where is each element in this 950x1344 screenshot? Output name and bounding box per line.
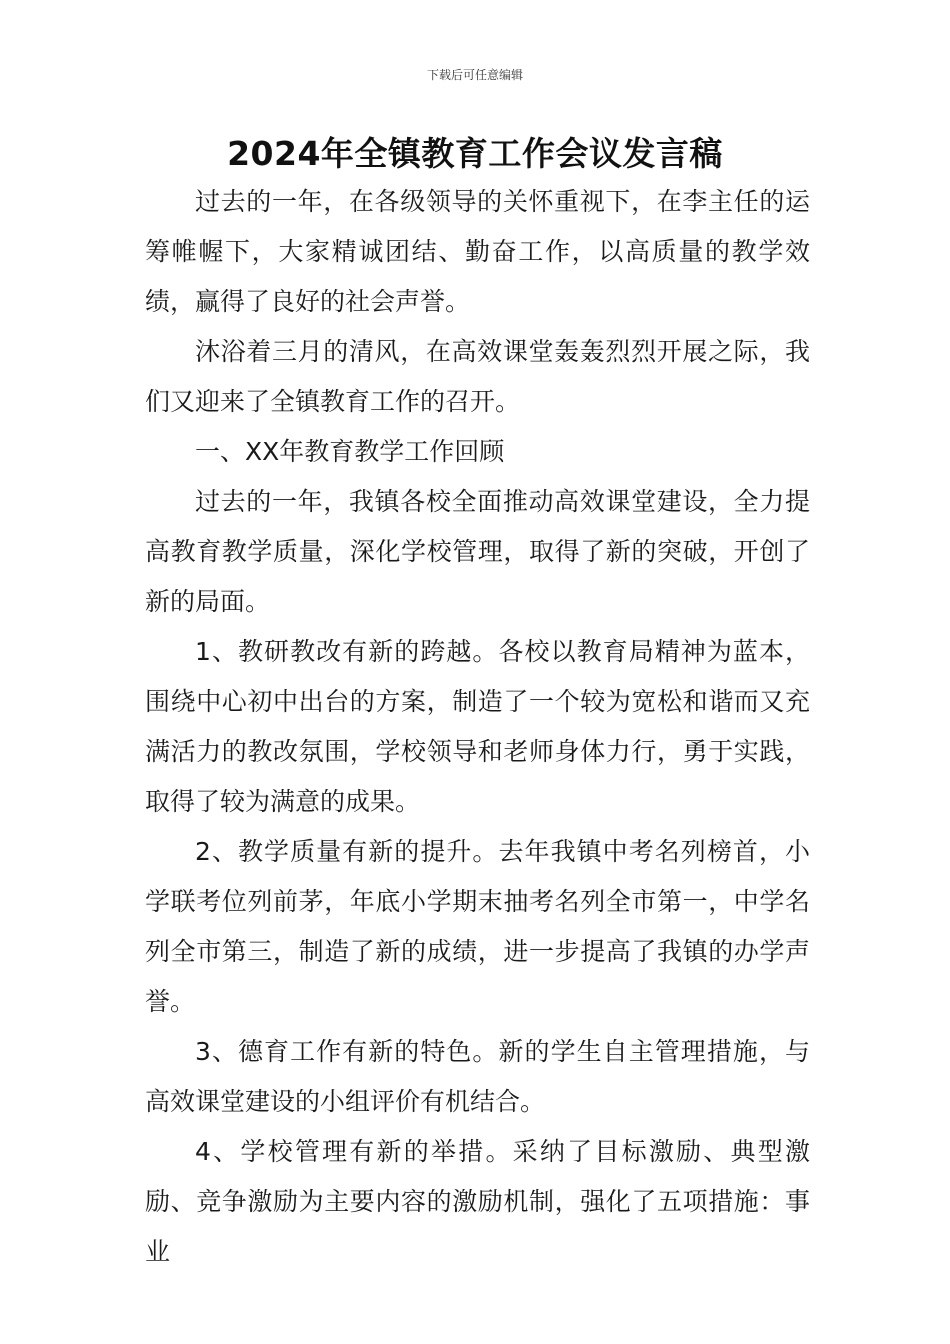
paragraph-item-2: 2、教学质量有新的提升。去年我镇中考名列榜首，小学联考位列前茅，年底小学期末抽考名列全市第一，中学名列全市第三，制造了新的成绩，进一步提高了我镇的办学声誉。 [145,837,810,1016]
header-note: 下载后可任意编辑 [426,68,523,82]
document-body [145,177,810,1277]
paragraph-item-4: 4、学校管理有新的举措。采纳了目标激励、典型激励、竞争激励为主要内容的激励机制，强化了五项措施：事业 [145,1137,810,1266]
section-heading: 一、XX年教育教学工作回顾 [195,437,505,466]
document-title: 2024年全镇教育工作会议发言稿 [227,134,723,173]
paragraph-item-3: 3、德育工作有新的特色。新的学生自主管理措施，与高效课堂建设的小组评价有机结合。 [145,1037,810,1116]
paragraph-opening: 沐浴着三月的清风，在高效课堂轰轰烈烈开展之际，我们又迎来了全镇教育工作的召开。 [145,337,810,416]
paragraph-item-1: 1、教研教改有新的跨越。各校以教育局精神为蓝本，围绕中心初中出台的方案，制造了一个较为宽松和谐而又充满活力的教改氛围，学校领导和老师身体力行，勇于实践，取得了较为满意的成果。 [145,637,810,816]
paragraph-review: 过去的一年，我镇各校全面推动高效课堂建设，全力提高教育教学质量，深化学校管理，取得了新的突破，开创了新的局面。 [145,487,810,616]
paragraph-intro: 过去的一年，在各级领导的关怀重视下，在李主任的运筹帷幄下，大家精诚团结、勤奋工作，以高质量的教学效绩，赢得了良好的社会声誉。 [145,187,810,316]
